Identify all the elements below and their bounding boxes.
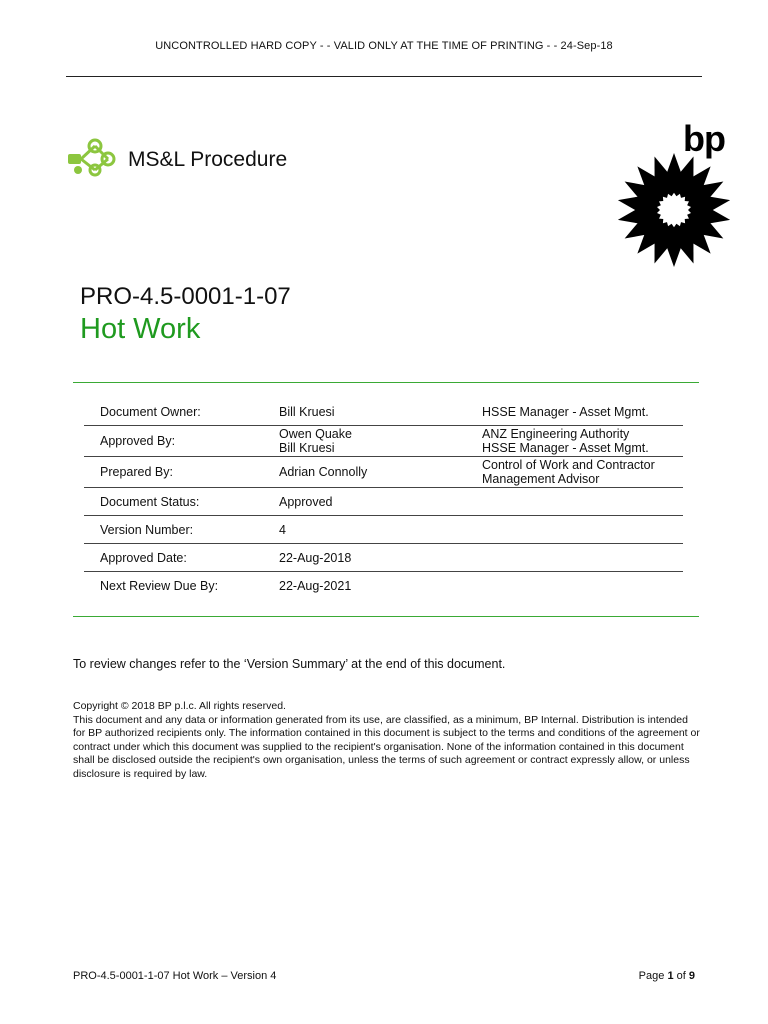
metadata-row-status [84,488,683,516]
preparer-role-line: Control of Work and Contractor [482,458,655,472]
metadata-role [466,516,683,544]
metadata-role [466,426,683,457]
legal-notice [73,700,703,781]
approver-role: ANZ Engineering Authority [482,427,630,441]
metadata-value [263,426,466,457]
header-divider [66,76,702,77]
preparer-role-line: Management Advisor [482,472,600,486]
top-green-divider [73,382,699,383]
metadata-label: Prepared By: [100,465,173,479]
msl-network-icon [67,135,119,179]
metadata-value: 4 [279,522,286,537]
document-title: Hot Work [80,313,201,345]
metadata-label: Document Owner: [100,404,201,419]
metadata-label: Approved Date: [100,550,187,565]
metadata-role [466,572,683,600]
copyright-line: Copyright © 2018 BP p.l.c. All rights reserved. [73,700,286,712]
document-number: PRO-4.5-0001-1-07 [80,283,291,310]
document-metadata-table [84,398,683,599]
footer-page-number [600,970,695,982]
metadata-role: HSSE Manager - Asset Mgmt. [482,404,649,419]
version-summary-note: To review changes refer to the ‘Version Summary’ at the end of this document. [73,657,506,671]
metadata-value: Bill Kruesi [279,404,335,419]
metadata-row-approved-by [84,426,683,457]
metadata-label: Version Number: [100,522,194,537]
metadata-row-approved-date [84,544,683,572]
approver-role: HSSE Manager - Asset Mgmt. [482,441,649,455]
metadata-value: Approved [279,494,333,509]
classification-text: This document and any data or information generated from its use, are classified, as a minimum, BP Internal. Distribution is intended for BP authorized recipients only. The information contained in this document is subject to the terms and conditions of the agreement or contract under which this document was supplied to the recipient's organisation. None of the information contained in this document shall be disclosed outside the recipient's own organisation, unless the terms of such agreement or contract expressly allow, or unless disclosure is required by law. [73,713,700,780]
page-word: Page [638,970,665,982]
metadata-value: Adrian Connolly [279,465,368,479]
metadata-role [466,488,683,516]
approver-name: Bill Kruesi [279,441,335,455]
metadata-role [466,457,683,488]
page-total: 9 [688,970,695,982]
metadata-role [466,544,683,572]
approver-name: Owen Quake [279,427,352,441]
metadata-label: Document Status: [100,494,200,509]
page-of: of [676,970,686,982]
metadata-row-prepared-by [84,457,683,488]
footer-doc-reference: PRO-4.5-0001-1-07 Hot Work – Version 4 [73,970,277,982]
metadata-value: 22-Aug-2018 [279,550,352,565]
procedure-label: MS&L Procedure [128,148,288,171]
metadata-row-next-review [84,572,683,600]
metadata-label: Approved By: [100,434,176,448]
page-current: 1 [667,970,674,982]
uncontrolled-copy-notice: UNCONTROLLED HARD COPY - - VALID ONLY AT THE TIME OF PRINTING - - 24-Sep-18 [155,40,613,52]
bp-helios-logo-icon [614,150,734,270]
bottom-green-divider [73,616,699,617]
bp-wordmark: bp [683,118,725,159]
metadata-value: 22-Aug-2021 [279,578,352,593]
metadata-row-version [84,516,683,544]
metadata-label: Next Review Due By: [100,578,219,593]
metadata-row-owner [84,398,683,426]
